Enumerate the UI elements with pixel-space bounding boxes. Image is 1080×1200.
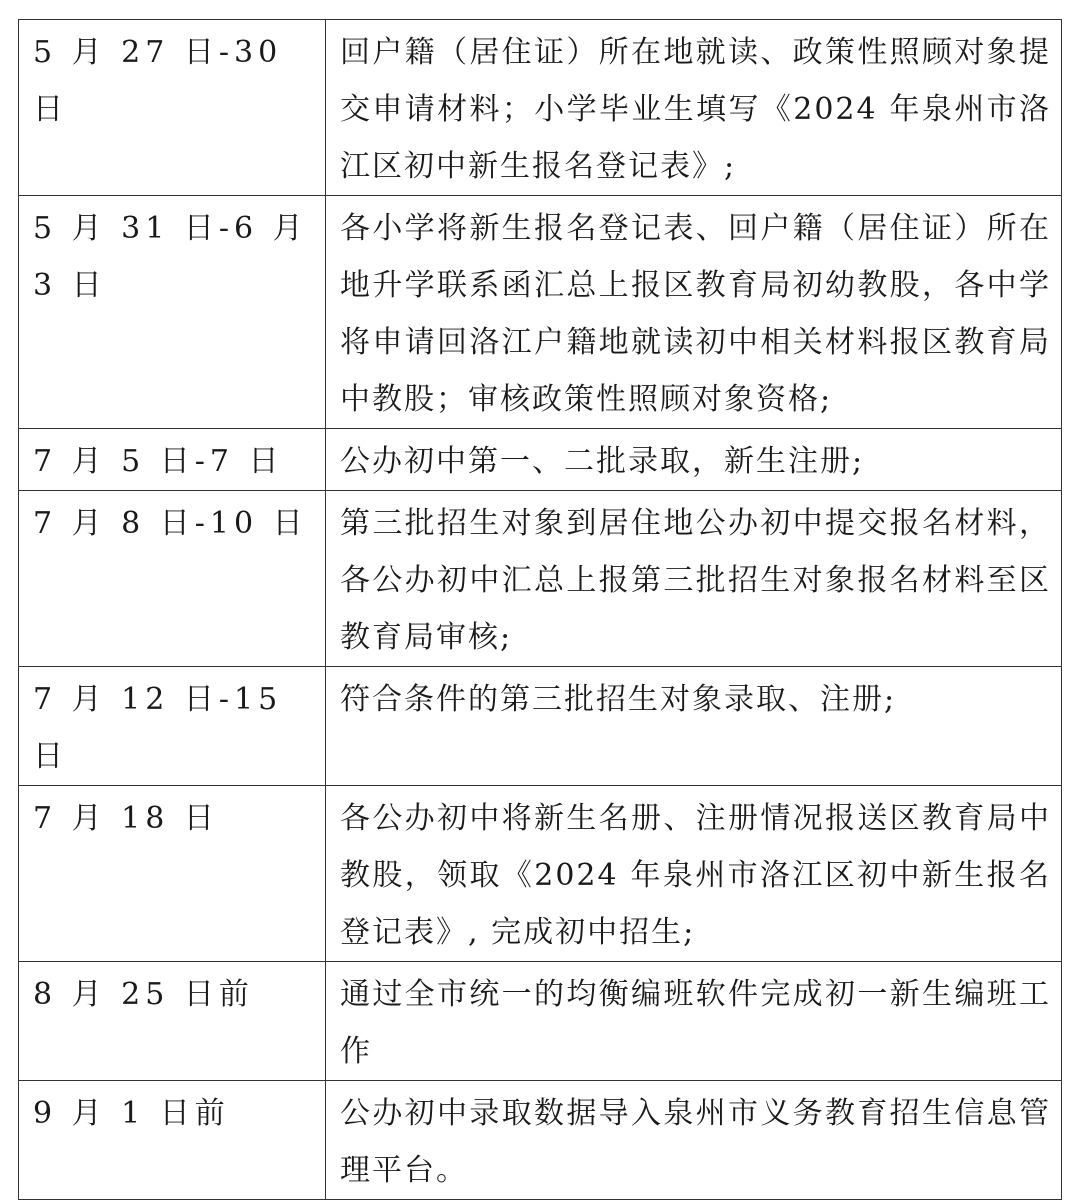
date-cell: 5 月 27 日-30 日 (19, 20, 326, 196)
description-cell: 各小学将新生报名登记表、回户籍（居住证）所在地升学联系函汇总上报区教育局初幼教股，各中学将申请回洛江户籍地就读初中相关材料报区教育局中教股；审核政策性照顾对象资格; (326, 196, 1062, 429)
description-cell: 公办初中录取数据导入泉州市义务教育招生信息管理平台。 (326, 1081, 1062, 1200)
date-cell: 7 月 8 日-10 日 (19, 491, 326, 667)
table-row (19, 786, 1062, 962)
date-cell: 7 月 5 日-7 日 (19, 429, 326, 491)
date-cell: 9 月 1 日前 (19, 1081, 326, 1200)
date-cell: 8 月 25 日前 (19, 962, 326, 1081)
table-row (19, 20, 1062, 196)
description-cell: 第三批招生对象到居住地公办初中提交报名材料，各公办初中汇总上报第三批招生对象报名材料至区教育局审核; (326, 491, 1062, 667)
table-row (19, 1081, 1062, 1200)
date-cell: 5 月 31 日-6 月 3 日 (19, 196, 326, 429)
description-cell: 通过全市统一的均衡编班软件完成初一新生编班工作 (326, 962, 1062, 1081)
table-row (19, 491, 1062, 667)
description-cell: 符合条件的第三批招生对象录取、注册; (326, 667, 1062, 786)
table-row (19, 196, 1062, 429)
table-row (19, 667, 1062, 786)
description-cell: 回户籍（居住证）所在地就读、政策性照顾对象提交申请材料；小学毕业生填写《2024 年泉州市洛江区初中新生报名登记表》; (326, 20, 1062, 196)
schedule-table (18, 19, 1062, 1200)
schedule-document (18, 19, 1062, 1200)
table-row (19, 429, 1062, 491)
description-cell: 公办初中第一、二批录取，新生注册; (326, 429, 1062, 491)
date-cell: 7 月 18 日 (19, 786, 326, 962)
table-row (19, 962, 1062, 1081)
date-cell: 7 月 12 日-15 日 (19, 667, 326, 786)
description-cell: 各公办初中将新生名册、注册情况报送区教育局中教股，领取《2024 年泉州市洛江区初中新生报名登记表》, 完成初中招生; (326, 786, 1062, 962)
